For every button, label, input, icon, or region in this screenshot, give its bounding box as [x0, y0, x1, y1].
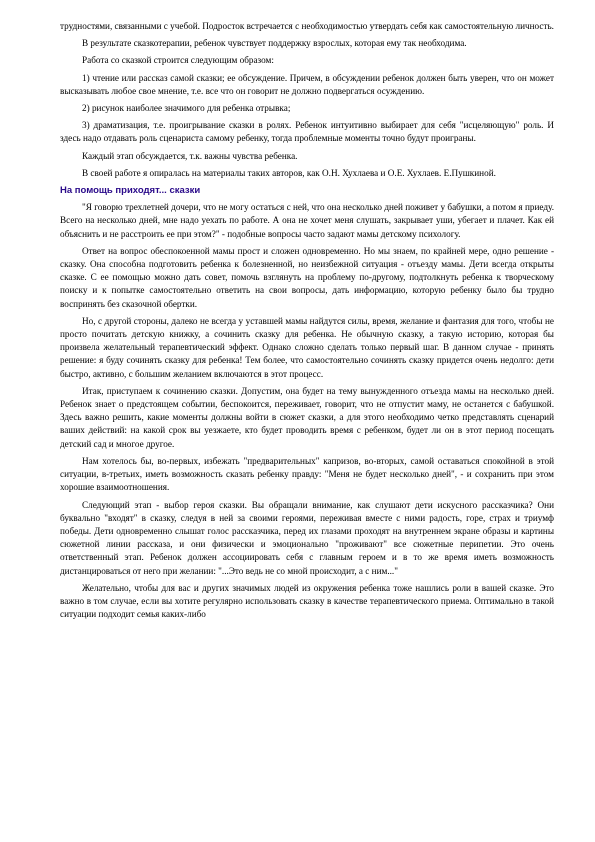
paragraph: трудностями, связанными с учебой. Подросток встречается с необходимостью утвердать себя как самостоятельную личность.: [60, 21, 554, 31]
paragraph: Но, с другой стороны, далеко не всегда у уставшей мамы найдутся силы, время, желание и фантазия для того, чтобы не просто почитать детскую книжку, а сочинить сказку для ребенка. Не обычную сказку, а такую историю, которая бы произвела желательный терапевтический эффект. Однако сложно сделать только первый шаг. В данном случае - принять решение: я буду сочинять сказку для ребенка! Тем более, что самостоятельно сочинять сказку придется очень недолго: дети быстро, активно, с большим желанием включаются в этот процесс.: [60, 315, 554, 379]
main-section: [60, 201, 554, 621]
paragraph: Каждый этап обсуждается, т.к. важны чувства ребенка.: [82, 150, 298, 161]
paragraph: Нам хотелось бы, во-первых, избежать "предварительных" капризов, во-вторых, самой оставаться спокойной в этой ситуации, в-третьих, иметь возможность сказать ребенку правду: "Меня не будет несколько дней", - и сохранить при этом хорошие взаимоотношения.: [60, 455, 554, 493]
paragraph: 1) чтение или рассказ самой сказки; ее обсуждение. Причем, в обсуждении ребенок должен быть уверен, что он может высказывать любое свое мнение, т.е. все что он говорит не должно подвергаться осуждению.: [60, 72, 554, 96]
section-heading: На помощь приходят... сказки: [60, 185, 201, 197]
paragraph: Работа со сказкой строится следующим образом:: [82, 55, 274, 66]
paragraph: Желательно, чтобы для вас и других значимых людей из окружения ребенка тоже нашлись роли в вашей сказке. Это важно в том случае, если вы хотите регулярно использовать сказку в качестве терапевтического приема. Оптимально в такой ситуации подходит семья каких-либо: [60, 582, 554, 620]
paragraph: Следующий этап - выбор героя сказки. Вы обращали внимание, как слушают дети искусного рассказчика? Они буквально "входят" в сказку, следуя в ней за своими героями, переживая вместе с ними радость, горе, страх и триумф победы. Дети одновременно слышат голос рассказчика, перед их глазами проходят на внутреннем экране образы и картины сюжетной линии рассказа, и они физически и эмоционально "проживают" все сюжетные перипетии. Это очень ответственный этап. Ребенок должен ассоциировать себя с главным героем и в то же время иметь возможность дистанцироваться от него при желании: "...Это ведь не со мной происходит, а с ним...": [60, 499, 554, 576]
document-page: [60, 20, 554, 625]
paragraph: 3) драматизация, т.е. проигрывание сказки в ролях. Ребенок интуитивно выбирает для себя "исцеляющую" роль. И здесь надо отдавать роль сценариста самому ребенку, тогда проблемные моменты точно будут проиграны.: [60, 120, 554, 144]
paragraph: В результате сказкотерапии, ребенок чувствует поддержку взрослых, которая ему так необходима.: [82, 38, 467, 49]
paragraph: Итак, приступаем к сочинению сказки. Допустим, она будет на тему вынужденного отъезда мамы на несколько дней. Ребенок знает о предстоящем событии, беспокоится, переживает, говорит, что не отпустит маму, не останется с бабушкой. Здесь важно решить, какие моменты должны войти в сюжет сказки, а для этого необходимо четко представлять сценарий ваших действий: на какой срок вы уезжаете, кто будет проводить время с ребенком, будет ли он в этот период посещать детский сад и многое другое.: [60, 385, 554, 449]
intro-section: [60, 20, 554, 180]
paragraph: В своей работе я опиралась на материалы таких авторов, как О.Н. Хухлаева и О.Е. Хухлаев. Е.Пушкиной.: [82, 167, 496, 178]
paragraph: 2) рисунок наиболее значимого для ребенка отрывка;: [82, 103, 291, 114]
paragraph: Ответ на вопрос обеспокоенной мамы прост и сложен одновременно. Но мы знаем, по крайней мере, одно решение - сказку. Она способна подготовить ребенка к болезненной, но неизбежной ситуация - отъезду мамы. Дети всегда открыты сказке. С ее помощью можно дать совет, помочь взглянуть на проблему по-другому, подтолкнуть ребенка к творческому поиску и к попытке самостоятельно ответить на свои вопросы, дать информацию, которую ребенку было бы трудно воспринять без сказочной обертки.: [60, 245, 554, 309]
paragraph: "Я говорю трехлетней дочери, что не могу остаться с ней, что она несколько дней поживет у бабушки, а потом я приеду. Всего на несколько дней, мне надо уехать по работе. А она не хочет меня слушать, закрывает уши, убегает и плачет. Как ей объяснить и не расстроить ее при этом?" - подобные вопросы часто задают мамы детскому психологу.: [60, 202, 554, 239]
